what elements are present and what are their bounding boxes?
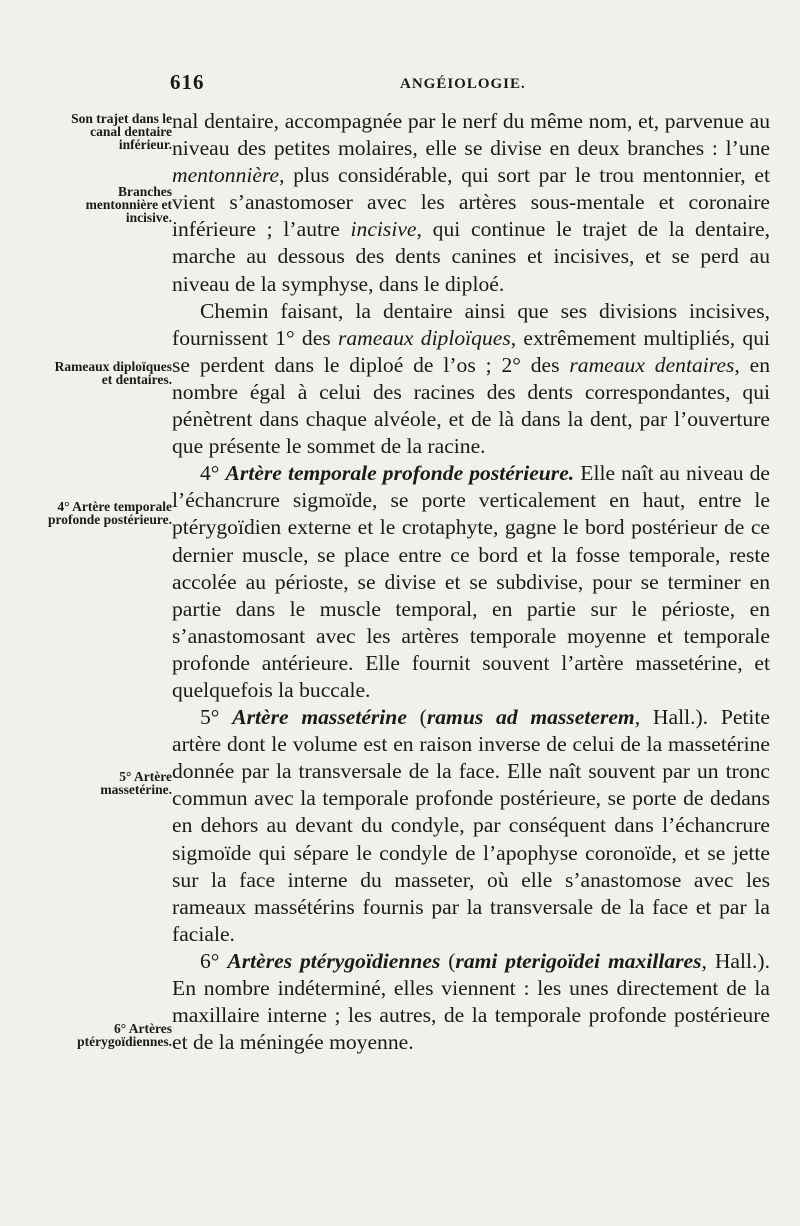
text-run: , en nombre égal à celui des racines des dents correspondantes, qui pénètrent dans chaque alvéole, et de là dans la dent, par l’ouverture que présente le sommet de la racine. — [172, 352, 770, 459]
section-temporale-profonde — [172, 460, 770, 704]
term-incisive: incisive — [350, 217, 417, 242]
text-run: Chemin faisant, la dentaire ainsi que ses divisions incisives, fournissent 1° des — [172, 298, 770, 350]
section-title: Artères ptérygoïdiennes — [227, 948, 441, 973]
term-rameaux-dentaires: rameaux dentaires — [569, 352, 735, 377]
section-number: 6° — [200, 948, 220, 973]
term-mentonniere: mentonnière — [172, 163, 280, 188]
body-text — [172, 108, 770, 1056]
section-text: En nombre indéterminé, elles viennent : les unes directement de la maxillaire interne ; les autres, de la temporale profonde postérieure et de la méningée moyenne. — [172, 976, 770, 1055]
running-head: ANGÉIOLOGIE. — [400, 76, 526, 92]
text-run: , Hall.). — [701, 948, 770, 973]
margin-note-pterygoidiennes: 6° Artères ptérygoïdiennes. — [77, 1021, 172, 1049]
page-number: 616 — [170, 70, 205, 94]
margin-note-masseterine: 5° Artère massetérine. — [100, 769, 172, 797]
margin-note-temporale: 4° Artère temporale profonde postérieure. — [48, 499, 172, 527]
text-run: , plus considérable, qui sort par le trou mentonnier, et vient s’anastomoser avec les artères sous-mentale et coronaire inférieure ; l’autre — [172, 163, 770, 242]
section-masseterine — [172, 704, 770, 948]
section-title: Artère massetérine — [232, 705, 407, 730]
text-run: , extrêmement multipliés, qui se perdent dans le diploé de l’os ; 2° des — [172, 325, 770, 377]
margin-note-rameaux: Rameaux diploïques et dentaires. — [54, 359, 172, 387]
latin-name: rami pterigoïdei maxillares — [455, 948, 702, 973]
term-rameaux-diploiques: rameaux diploïques — [337, 325, 511, 350]
section-number: 5° — [200, 705, 220, 730]
text-run: ( — [406, 705, 427, 730]
section-title: Artère temporale profonde postérieure. — [225, 461, 575, 486]
text-run: nal dentaire, accompagnée par le nerf du même nom, et, parvenue au niveau des petites molaires, elle se divise en deux branches : l’une — [172, 109, 770, 161]
margin-note-branches: Branches mentonnière et incisive. — [85, 184, 172, 225]
text-run: , qui continue le trajet de la dentaire, marche au dessous des dents canines et incisives, et se perd au niveau de la symphyse, dans le diploé. — [172, 217, 770, 296]
section-number: 4° — [200, 461, 220, 486]
latin-name: ramus ad masseterem — [426, 705, 635, 730]
paragraph-dentaire — [172, 108, 770, 298]
page-header — [170, 70, 770, 100]
section-pterygoidiennes — [172, 948, 770, 1056]
section-text: Petite artère dont le volume est en raison inverse de celui de la massetérine donnée par la transversale de la face. Elle naît souvent par un tronc commun avec la temporale profonde postérieure, se porte de dedans en dehors au devant du condyle, par conséquent dans l’échancrure sigmoïde qui sépare le condyle de l’apophyse coronoïde, et se jette sur la face interne du masseter, où elle s’anastomose avec les rameaux massétérins fournis par la transversale de la face et par la faciale. — [172, 705, 770, 946]
text-run: , Hall.). — [634, 705, 709, 730]
paragraph-rameaux — [172, 298, 770, 461]
margin-note-trajet: Son trajet dans le canal dentaire inférieur. — [71, 111, 172, 152]
section-text: Elle naît au niveau de l’échancrure sigmoïde, se porte verticalement en haut, entre le ptérygoïdien externe et le crotaphyte, gagne le bord postérieur de ce dernier muscle, se place entre ce bord et la fosse temporale, reste accolée au périoste, se divise et se subdivise, pour se terminer en partie dans le muscle temporal, en partie sur le périoste, en s’anastomosant avec les artères temporale moyenne et temporale profonde antérieure. Elle fournit souvent l’artère massetérine, et quelquefois la buccale. — [172, 461, 771, 702]
text-run: ( — [440, 948, 456, 973]
